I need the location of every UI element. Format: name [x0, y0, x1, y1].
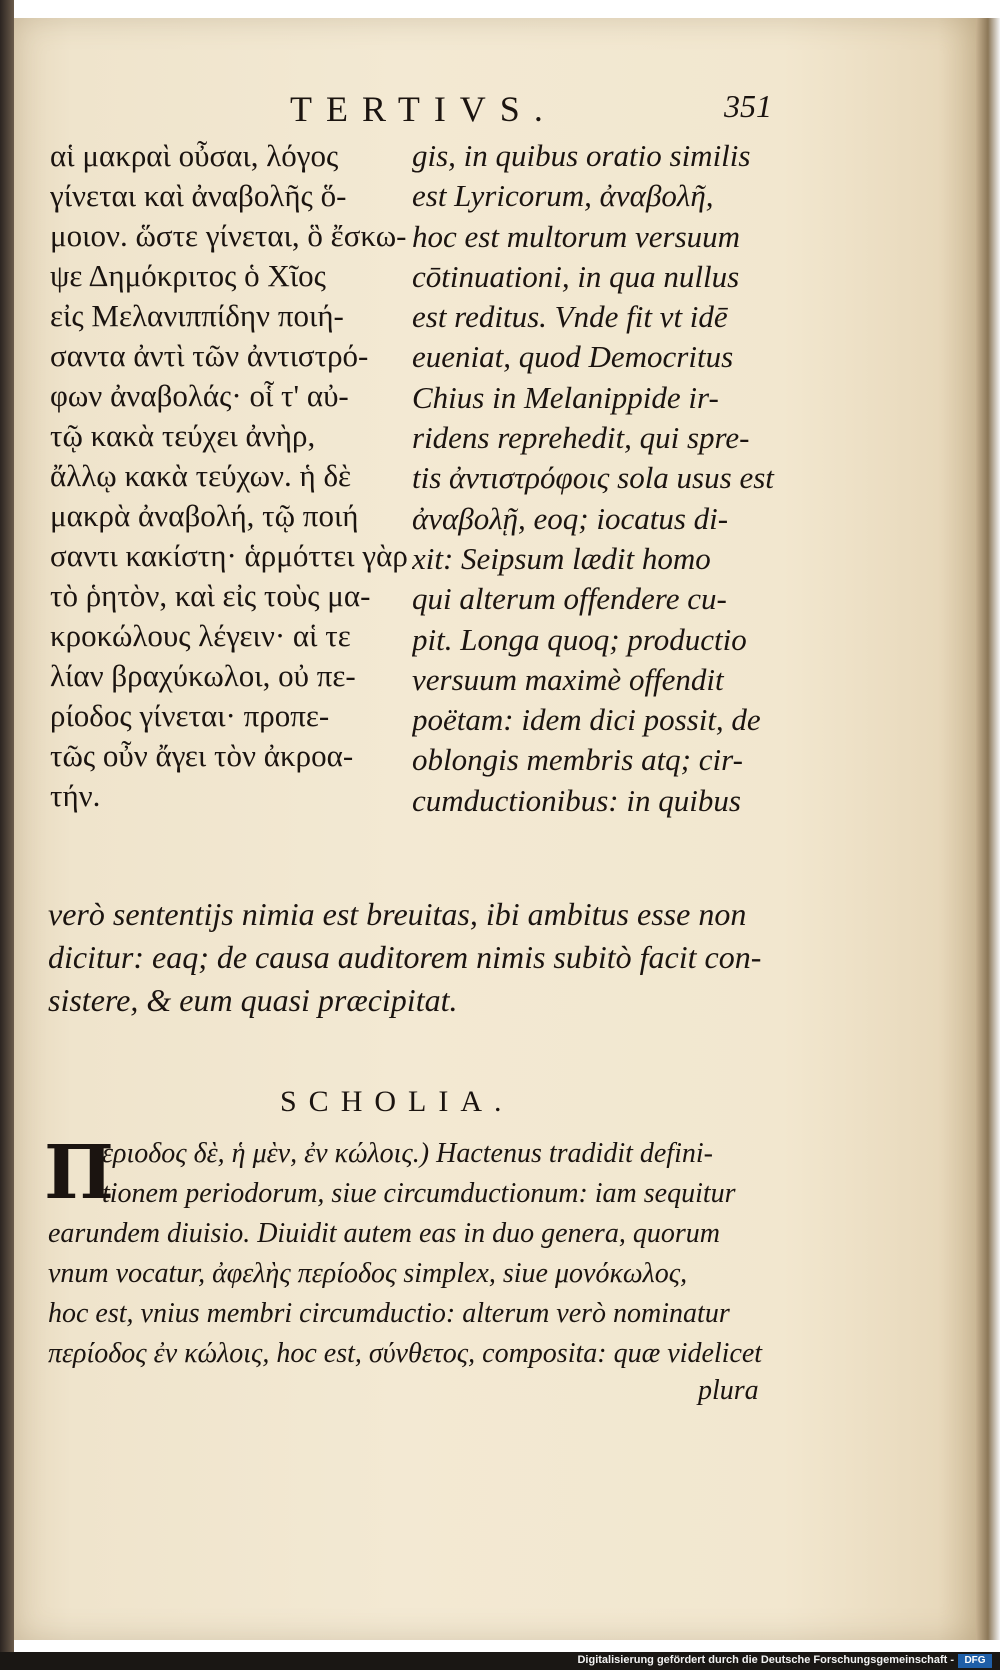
latin-line: ridens reprehedit, qui spre-	[412, 420, 750, 456]
latin-line: hoc est multorum versuum	[412, 218, 741, 254]
scholia-line: εριοδος δὲ, ἡ μὲν, ἐν κώλοις.) Hactenus tradidit defini-	[102, 1138, 713, 1169]
scholia-line: earundem diuisio. Diuidit autem eas in duo genera, quorum	[48, 1218, 720, 1249]
latin-line: cōtinuationi, in qua nullus	[412, 258, 740, 294]
greek-line: σαντι κακίστη· ἁρμόττει γὰρ	[50, 538, 408, 573]
running-header: TERTIVS.	[290, 89, 557, 129]
latin-tail-line: sistere, & eum quasi præcipitat.	[48, 982, 458, 1018]
scholia-line: tionem periodorum, siue circumductionum: iam sequitur	[102, 1178, 736, 1209]
digitization-credit: Digitalisierung gefördert durch die Deutsche Forschungsgemeinschaft -	[577, 1654, 954, 1666]
latin-line: tis ἀντιστρόφοις sola usus est	[412, 460, 774, 496]
greek-line: αἱ μακραὶ οὖσαι, λόγος	[50, 138, 339, 173]
latin-line: Chius in Melanippide ir-	[412, 379, 719, 415]
catchword: plura	[698, 1375, 759, 1406]
greek-line: τῶς οὖν ἄγει τὸν ἀκροα-	[50, 738, 354, 773]
greek-line: εἰς Μελανιππίδην ποιή-	[50, 298, 344, 333]
latin-tail-line: verò sententijs nimia est breuitas, ibi ambitus esse non	[48, 896, 747, 932]
latin-line: versuum maximè offendit	[412, 661, 724, 697]
latin-line: est reditus. Vnde fit vt idē	[412, 299, 728, 335]
greek-line: μοιον. ὥστε γίνεται, ὃ ἔσκω-	[50, 218, 407, 253]
greek-line: ἄλλῳ κακὰ τεύχων. ἡ δὲ	[50, 458, 352, 493]
scholia-heading: SCHOLIA.	[280, 1085, 514, 1118]
latin-line: oblongis membris atq; cir-	[412, 742, 743, 778]
greek-line: τήν.	[50, 778, 101, 813]
scholia-body	[48, 1134, 808, 1374]
dfg-logo: DFG	[958, 1654, 992, 1668]
latin-line: xit: Seipsum lædit homo	[412, 540, 711, 576]
greek-line: ψε Δημόκριτος ὁ Χῖος	[50, 258, 326, 293]
latin-line: qui alterum offendere cu-	[412, 581, 727, 617]
latin-line: gis, in quibus oratio similis	[412, 138, 751, 173]
latin-line: cumductionibus: in quibus	[412, 782, 741, 818]
greek-column	[50, 136, 410, 816]
page-number: 351	[724, 88, 772, 124]
latin-line: eueniat, quod Democritus	[412, 339, 734, 375]
latin-column	[412, 136, 808, 821]
scholia-line: vnum vocatur, ἀφελὴς περίοδος simplex, siue μονόκωλος,	[48, 1258, 688, 1289]
latin-line: poëtam: idem dici possit, de	[412, 702, 761, 738]
latin-line: est Lyricorum, ἀναβολῆ,	[412, 178, 714, 214]
scholia-line: περίοδος ἐν κώλοις, hoc est, σύνθετος, composita: quæ videlicet	[48, 1338, 763, 1369]
latin-line: ἀναβολῇ, eoq; iocatus di-	[412, 500, 729, 536]
latin-line: pit. Longa quoq; productio	[412, 621, 747, 657]
greek-line: κροκώλους λέγειν· αἱ τε	[50, 618, 351, 653]
greek-line: σαντα ἀντὶ τῶν ἀντιστρό-	[50, 338, 369, 373]
greek-line: γίνεται καὶ ἀναβολῆς ὅ-	[50, 178, 347, 213]
page-edge	[976, 18, 1000, 1640]
greek-line: ρίοδος γίνεται· προπε-	[50, 698, 330, 733]
greek-line: τῷ κακὰ τεύχει ἀνὴρ,	[50, 418, 316, 453]
latin-full-width-text	[48, 893, 808, 1022]
latin-tail-line: dicitur: eaq; de causa auditorem nimis subitò facit con-	[48, 939, 762, 975]
greek-line: τὸ ῥητὸν, καὶ εἰς τοὺς μα-	[50, 578, 371, 613]
greek-line: μακρὰ ἀναβολή, τῷ ποιή	[50, 498, 359, 533]
scholia-line: hoc est, vnius membri circumductio: alterum verò nominatur	[48, 1298, 730, 1329]
drop-cap-initial: Π	[44, 1130, 114, 1216]
book-binding-edge	[0, 0, 14, 1652]
greek-line: λίαν βραχύκωλοι, οὐ πε-	[50, 658, 356, 693]
greek-line: φων ἀναβολάς· οἷ τ' αὐ-	[50, 378, 349, 413]
